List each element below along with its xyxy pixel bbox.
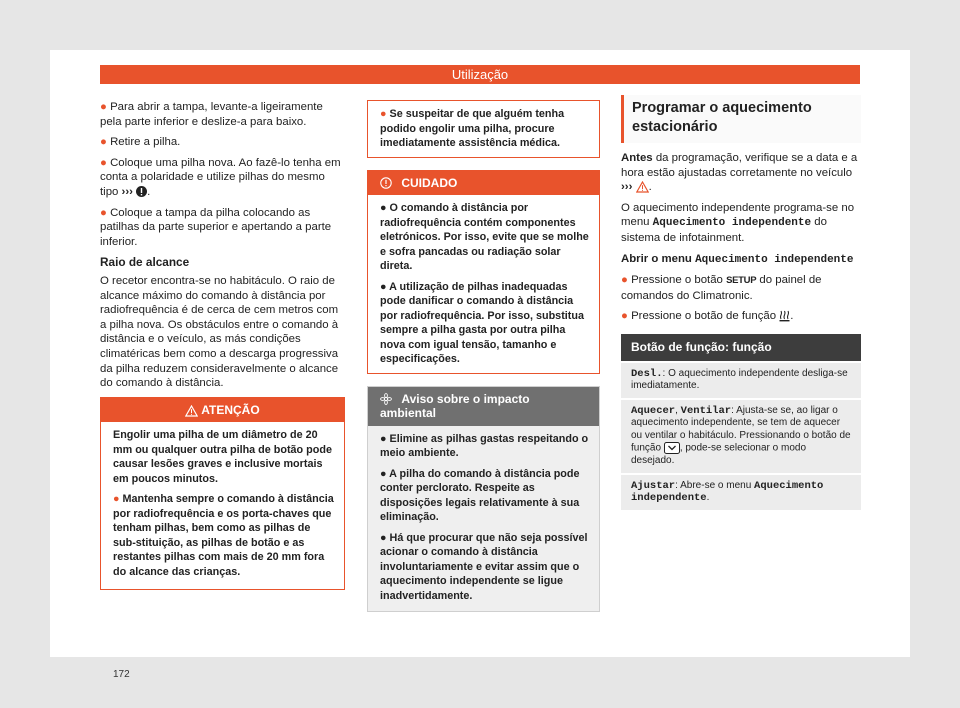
info-circle-icon: [136, 186, 147, 197]
list-item: ● Coloque uma pilha nova. Ao fazê-lo tenha em conta a polaridade e utilize pilhas do mesmo tipo ››› .: [100, 156, 341, 198]
heater-icon: [779, 310, 790, 322]
caution-body: [368, 195, 599, 373]
info-outline-icon: [380, 177, 392, 189]
column-middle: [367, 100, 600, 612]
function-table: [621, 334, 861, 510]
caution-header: CUIDADO: [368, 171, 599, 196]
warning-body: Engolir uma pilha de um diâmetro de 20 mm ou qualquer outra pilha de botão pode causar lesões graves e inclusive mortais em poucos minutos. ● Mantenha sempre o comando à distância por radiofrequência e os porta-chaves que tenham pilhas, bem como as pilhas de sub-stituição, as pilhas de botão e as restantes pilhas com mais de 20 mm fora do alcance das crianças.: [113, 429, 334, 578]
page-number: 172: [113, 669, 130, 680]
table-row: Aquecer, Ventilar: Ajusta-se se, ao ligar o aquecimento independente, se tem de aquecer ou ventilar o habitáculo. Pressionando o botão de função , pode-se selecionar o modo desejado.: [621, 398, 861, 473]
paragraph: O aquecimento independente programa-se no menu Aquecimento independente do sistema de infotainment.: [621, 201, 855, 244]
bullet-icon: ●: [621, 310, 628, 323]
environment-box: [367, 386, 600, 613]
list-item: ● Há que procurar que não seja possível acionar o comando à distância involuntariamente e evitar assim que o aquecimento independente se ligue inadvertidamente.: [380, 531, 588, 602]
warning-continuation-box: [367, 100, 600, 158]
column-left: [100, 100, 345, 590]
bullet-icon: ●: [100, 136, 107, 149]
list-item: ● Coloque a tampa da pilha colocando as patilhas da parte superior e apertando a parte inferior.: [100, 206, 332, 248]
list-item: ● Mantenha sempre o comando à distância por radiofrequência e os porta-chaves que tenham pilhas, bem como as pilhas de sub-stituição, as pilhas de botão e as restantes pilhas com mais de 20 mm fora do alcance das crianças.: [113, 493, 334, 578]
warning-triangle-icon: [185, 405, 198, 417]
bullet-icon: ●: [380, 108, 387, 120]
table-header: Botão de função: função: [621, 334, 861, 361]
bullet-icon: ●: [100, 156, 107, 169]
list-item: ● A utilização de pilhas inadequadas pode danificar o comando à distância por radiofrequência. Por isso, substitua sempre a pilha gasta por outra pilha nova com igual tensão, tamanho e especificações.: [380, 280, 584, 366]
environment-header: Aviso sobre o impacto ambiental: [368, 387, 599, 426]
leaf-flower-icon: [380, 393, 392, 405]
chevron-down-button-icon: [664, 442, 680, 454]
paragraph: Abrir o menu Aquecimento independente: [621, 252, 854, 266]
chapter-header: Utilização: [100, 65, 860, 84]
manual-page: [50, 50, 910, 680]
list-item: ● Elimine as pilhas gastas respeitando o meio ambiente.: [380, 432, 589, 460]
caution-box: [367, 170, 600, 374]
bullet-icon: ●: [100, 101, 107, 113]
warning-header: ATENÇÃO: [101, 398, 344, 423]
column-right: [621, 95, 861, 510]
paragraph: Antes da programação, verifique se a data e a hora estão ajustadas corretamente no veículo ››› .: [621, 152, 858, 194]
section-title: Programar o aquecimento estacionário: [621, 95, 861, 143]
list-item: ● Se suspeitar de que alguém tenha podido engolir uma pilha, procure imediatamente assistência médica.: [380, 108, 565, 149]
warning-box: [100, 397, 345, 591]
list-item: ● A pilha do comando à distância pode conter perclorato. Respeite as disposições legais relativamente à sua eliminação.: [380, 467, 580, 524]
warning-triangle-icon: [636, 181, 649, 193]
bullet-icon: ●: [100, 206, 107, 219]
bullet-icon: ●: [113, 493, 120, 506]
list-item: ● Pressione o botão SETUP do painel de comandos do Climatronic.: [621, 274, 822, 302]
table-row: Ajustar: Abre-se o menu Aquecimento independente.: [621, 473, 861, 510]
environment-body: [368, 426, 599, 612]
list-item: ● Retire a pilha.: [100, 136, 181, 149]
list-item: ● O comando à distância por radiofrequência contém componentes eletrónicos. Por isso, evite que se molhe e sofra pancadas ou radiação solar direta.: [380, 202, 589, 273]
list-item: ● Para abrir a tampa, levante-a ligeiramente pela parte inferior e deslize-a para baixo.: [100, 101, 323, 128]
bullet-icon: ●: [621, 274, 628, 287]
table-row: Desl.: O aquecimento independente desliga-se imediatamente.: [621, 361, 861, 398]
paragraph: O recetor encontra-se no habitáculo. O raio de alcance máximo do comando à distância por radiofrequência é de cerca de cem metros com a pilha nova. Os obstáculos entre o comando à distância e o veículo, as más condições climatéricas bem como a descarga progressiva da pilha reduzem consideravelmente o alcance do comando à distância.: [100, 274, 339, 390]
list-item: ● Pressione o botão de função .: [621, 310, 794, 323]
setup-button-icon: SETUP: [726, 275, 757, 287]
section-subtitle: Raio de alcance: [100, 255, 190, 270]
